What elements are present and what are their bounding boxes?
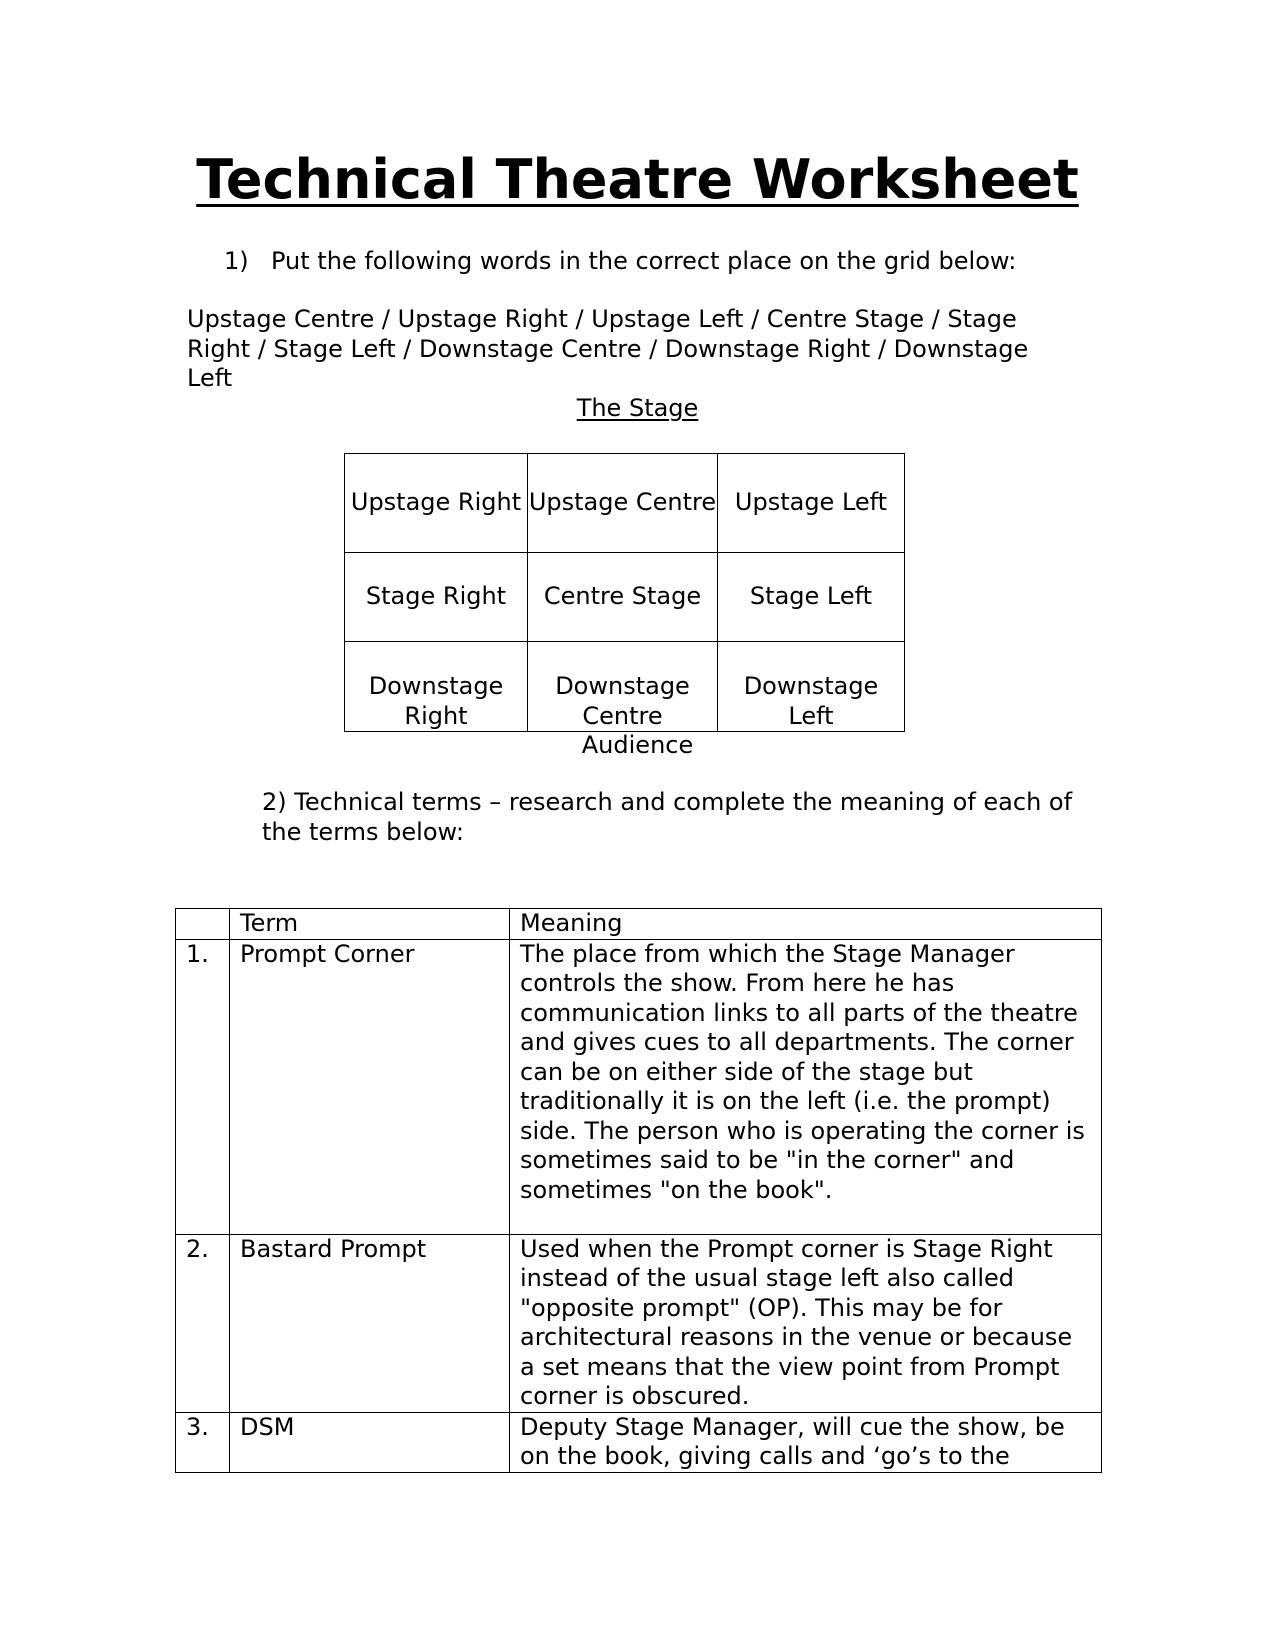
grid-cell-downstage-centre: Downstage Centre xyxy=(528,642,718,732)
stage-grid xyxy=(344,453,905,732)
grid-cell-upstage-centre: Upstage Centre xyxy=(528,454,718,553)
row-term: DSM xyxy=(230,1412,510,1472)
page-title xyxy=(0,148,1275,212)
terms-table-header xyxy=(176,909,1102,940)
grid-cell-downstage-left: Downstage Left xyxy=(718,642,905,732)
stage-grid-row-centre xyxy=(345,553,905,642)
row-number: 1. xyxy=(176,939,230,1234)
grid-cell-stage-left: Stage Left xyxy=(718,553,905,642)
grid-cell-upstage-left: Upstage Left xyxy=(718,454,905,553)
row-meaning: Deputy Stage Manager, will cue the show, be on the book, giving calls and ‘go’s to the xyxy=(510,1412,1102,1472)
terms-table xyxy=(175,908,1102,1473)
row-number: 3. xyxy=(176,1412,230,1472)
audience-label: Audience xyxy=(581,731,694,759)
question-2: 2) Technical terms – research and complete the meaning of each of the terms below: xyxy=(262,788,1073,846)
stage-grid-title xyxy=(0,393,1275,423)
grid-cell-stage-right: Stage Right xyxy=(345,553,528,642)
grid-cell-downstage-right: Downstage Right xyxy=(345,642,528,732)
table-row xyxy=(176,1234,1102,1412)
header-meaning: Meaning xyxy=(510,909,1102,940)
row-meaning: Used when the Prompt corner is Stage Right instead of the usual stage left also called "opposite prompt" (OP). This may be for architectural reasons in the venue or because a set means that the view point from Prompt corner is obscured. xyxy=(510,1234,1102,1412)
stage-grid-title-text: The Stage xyxy=(576,394,699,422)
question-1 xyxy=(224,246,1016,276)
row-term: Prompt Corner xyxy=(230,939,510,1234)
stage-grid-row-upstage xyxy=(345,454,905,553)
table-row xyxy=(176,1412,1102,1472)
table-row xyxy=(176,939,1102,1234)
stage-grid-row-downstage xyxy=(345,642,905,732)
row-number: 2. xyxy=(176,1234,230,1412)
grid-cell-centre-stage: Centre Stage xyxy=(528,553,718,642)
header-number xyxy=(176,909,230,940)
grid-cell-upstage-right: Upstage Right xyxy=(345,454,528,553)
page-title-text: Technical Theatre Worksheet xyxy=(196,148,1079,211)
question-1-text: Put the following words in the correct place on the grid below: xyxy=(271,247,1017,275)
word-list: Upstage Centre / Upstage Right / Upstage Left / Centre Stage / Stage Right / Stage Left / Downstage Centre / Downstage Right / Downstage Left xyxy=(187,305,1029,392)
row-term: Bastard Prompt xyxy=(230,1234,510,1412)
question-1-number: 1) xyxy=(224,247,249,275)
header-term: Term xyxy=(230,909,510,940)
row-meaning: The place from which the Stage Manager controls the show. From here he has communication links to all parts of the theatre and gives cues to all departments. The corner can be on either side of the stage but traditionally it is on the left (i.e. the prompt) side. The person who is operating the corner is sometimes said to be "in the corner" and sometimes "on the book". xyxy=(510,939,1102,1234)
